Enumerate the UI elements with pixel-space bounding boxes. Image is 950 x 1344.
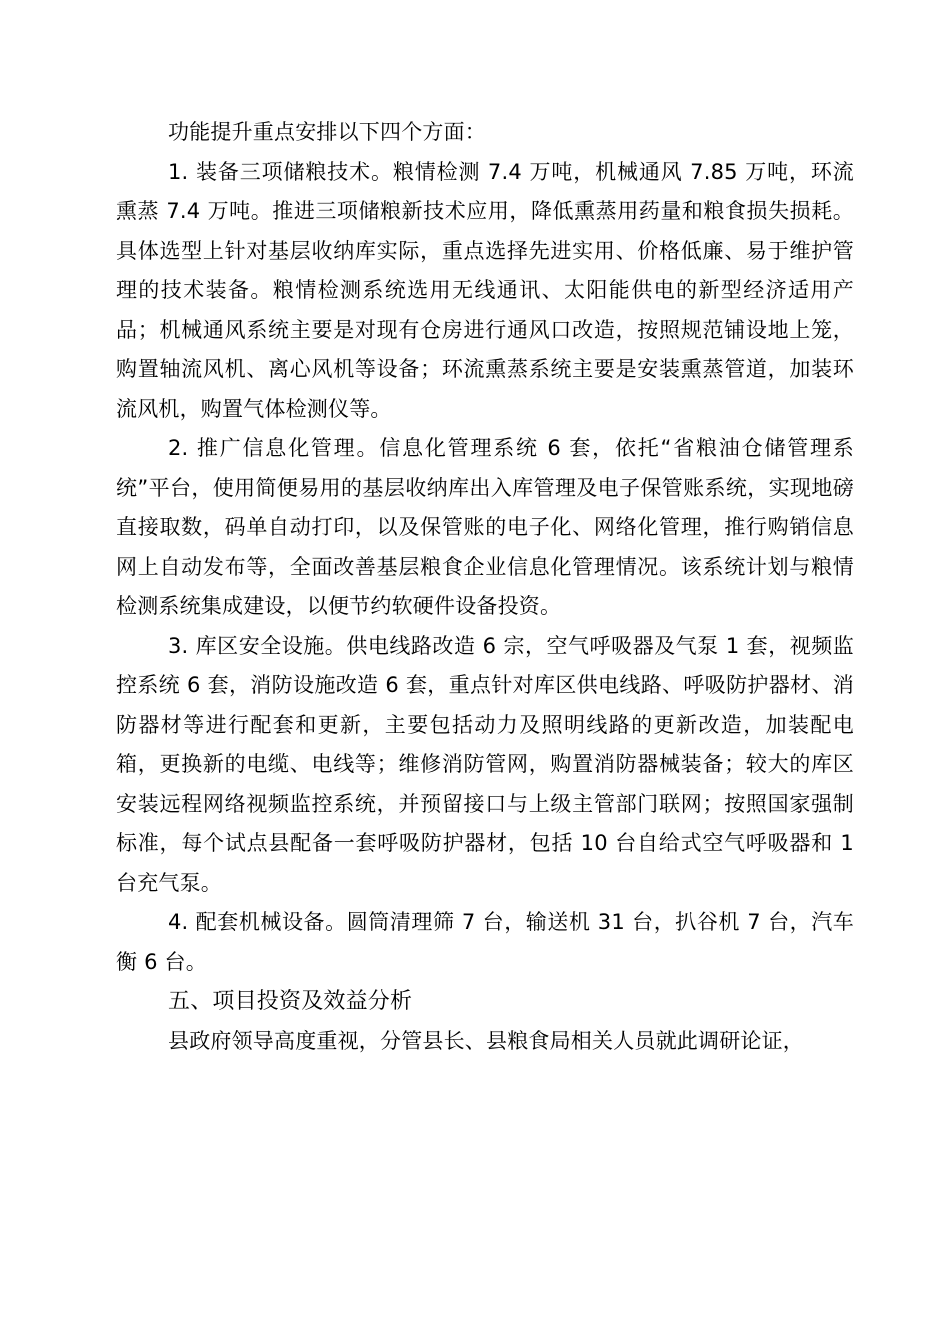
- paragraph-item-3: 3. 库区安全设施。供电线路改造 6 宗，空气呼吸器及气泵 1 套，视频监控系统 6 套，消防设施改造 6 套，重点针对库区供电线路、呼吸防护器材、消防器材等进行配套和更新，主要包括动力及照明线路的更新改造，加装配电箱，更换新的电缆、电线等；维修消防管网，购置消防器械装备；较大的库区安装远程网络视频监控系统，并预留接口与上级主管部门联网；按照国家强制标准，每个试点县配备一套呼吸防护器材，包括 10 台自给式空气呼吸器和 1 台充气泵。: [116, 633, 854, 895]
- section-heading: 五、项目投资及效益分析: [168, 989, 413, 1014]
- paragraph-item-2: 2. 推广信息化管理。信息化管理系统 6 套，依托“省粮油仓储管理系统”平台，使用简便易用的基层收纳库出入库管理及电子保管账系统，实现地磅直接取数，码单自动打印，以及保管账的电子化、网络化管理，推行购销信息网上自动发布等，全面改善基层粮食企业信息化管理情况。该系统计划与粮情检测系统集成建设，以便节约软硬件设备投资。: [116, 436, 854, 618]
- paragraph-item-4: 4. 配套机械设备。圆筒清理筛 7 台，输送机 31 台，扒谷机 7 台，汽车衡 6 台。: [116, 910, 854, 974]
- paragraph-section-5-start: 县政府领导高度重视，分管县长、县粮食局相关人员就此调研论证，: [168, 1028, 804, 1053]
- paragraph-item-1: 1. 装备三项储粮技术。粮情检测 7.4 万吨，机械通风 7.85 万吨，环流熏蒸 7.4 万吨。推进三项储粮新技术应用，降低熏蒸用药量和粮食损失损耗。具体选型上针对基层收纳库实际，重点选择先进实用、价格低廉、易于维护管理的技术装备。粮情检测系统选用无线通讯、太阳能供电的新型经济适用产品；机械通风系统主要是对现有仓房进行通风口改造，按照规范铺设地上笼，购置轴流风机、离心风机等设备；环流熏蒸系统主要是安装熏蒸管道，加装环流风机，购置气体检测仪等。: [116, 159, 854, 421]
- paragraph-intro: 功能提升重点安排以下四个方面：: [168, 120, 486, 144]
- document-body: [116, 113, 854, 1061]
